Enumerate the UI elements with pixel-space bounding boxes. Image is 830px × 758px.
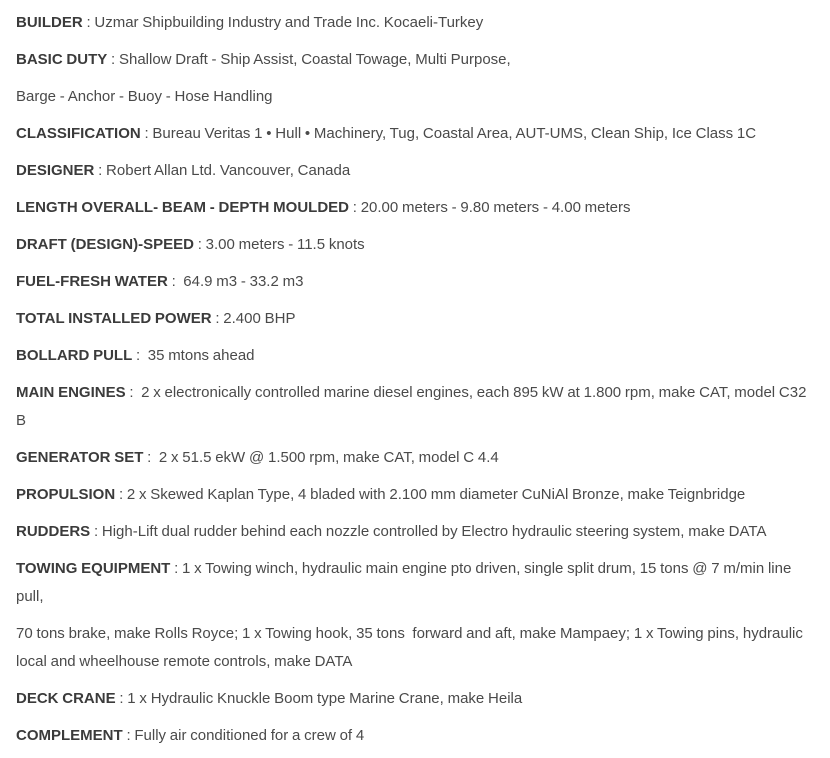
spec-label: BASIC DUTY — [16, 51, 108, 68]
spec-row — [16, 342, 814, 370]
spec-row — [16, 194, 814, 222]
spec-label: DECK CRANE — [16, 690, 116, 707]
spec-label: GENERATOR SET — [16, 449, 144, 466]
spec-row — [16, 305, 814, 333]
spec-label: BUILDER — [16, 14, 83, 31]
spec-value: : 2 x 51.5 ekW @ 1.500 rpm, make CAT, model C 4.4 — [143, 449, 499, 466]
spec-label: COMPLEMENT — [16, 727, 123, 744]
spec-label: DRAFT (DESIGN)-SPEED — [16, 236, 194, 253]
spec-value: : 3.00 meters - 11.5 knots — [193, 236, 365, 253]
spec-value: : Shallow Draft - Ship Assist, Coastal Towage, Multi Purpose, — [107, 51, 511, 68]
spec-label: PROPULSION — [16, 486, 116, 503]
spec-value: : Robert Allan Ltd. Vancouver, Canada — [94, 162, 351, 179]
spec-row — [16, 379, 814, 435]
spec-value: : 1 x Hydraulic Knuckle Boom type Marine Crane, make Heila — [115, 690, 523, 707]
spec-value: : Bureau Veritas 1 • Hull • Machinery, Tug, Coastal Area, AUT-UMS, Clean Ship, Ice Class 1C — [140, 125, 757, 142]
spec-value: Barge - Anchor - Buoy - Hose Handling — [16, 88, 273, 105]
spec-label: CLASSIFICATION — [16, 125, 141, 142]
spec-list — [16, 9, 814, 750]
spec-row — [16, 9, 814, 37]
spec-label: MAIN ENGINES — [16, 384, 126, 401]
spec-row — [16, 46, 814, 74]
spec-label: TOWING EQUIPMENT — [16, 560, 171, 577]
spec-row — [16, 481, 814, 509]
spec-label: FUEL-FRESH WATER — [16, 273, 168, 290]
spec-row — [16, 722, 814, 750]
spec-row — [16, 444, 814, 472]
spec-value: 70 tons brake, make Rolls Royce; 1 x Towing hook, 35 tons forward and aft, make Mampaey; 1 x Towing pins, hydraulic local and wheelhouse remote controls, make DATA — [16, 625, 807, 670]
spec-row — [16, 231, 814, 259]
spec-value: : 20.00 meters - 9.80 meters - 4.00 meters — [349, 199, 631, 216]
spec-value: : 64.9 m3 - 33.2 m3 — [167, 273, 304, 290]
spec-row — [16, 120, 814, 148]
spec-value: : 2.400 BHP — [211, 310, 296, 327]
spec-row — [16, 268, 814, 296]
spec-value: : Fully air conditioned for a crew of 4 — [122, 727, 365, 744]
spec-value: : 2 x Skewed Kaplan Type, 4 bladed with 2.100 mm diameter CuNiAl Bronze, make Teignbridge — [115, 486, 746, 503]
spec-value: : 1 x Towing winch, hydraulic main engine pto driven, single split drum, 15 tons @ 7 m/min line pull, — [16, 560, 796, 605]
spec-row — [16, 518, 814, 546]
spec-label: LENGTH OVERALL- BEAM - DEPTH MOULDED — [16, 199, 349, 216]
spec-row — [16, 685, 814, 713]
spec-value: : Uzmar Shipbuilding Industry and Trade Inc. Kocaeli-Turkey — [82, 14, 484, 31]
spec-value: : 2 x electronically controlled marine diesel engines, each 895 kW at 1.800 rpm, make CAT, model C32 B — [16, 384, 811, 429]
spec-row — [16, 83, 814, 111]
spec-value: : High-Lift dual rudder behind each nozzle controlled by Electro hydraulic steering system, make DATA — [90, 523, 767, 540]
spec-row — [16, 157, 814, 185]
spec-label: BOLLARD PULL — [16, 347, 133, 364]
spec-label: TOTAL INSTALLED POWER — [16, 310, 212, 327]
spec-label: DESIGNER — [16, 162, 95, 179]
spec-row — [16, 555, 814, 611]
spec-label: RUDDERS — [16, 523, 91, 540]
spec-row — [16, 620, 814, 676]
spec-value: : 35 mtons ahead — [132, 347, 255, 364]
